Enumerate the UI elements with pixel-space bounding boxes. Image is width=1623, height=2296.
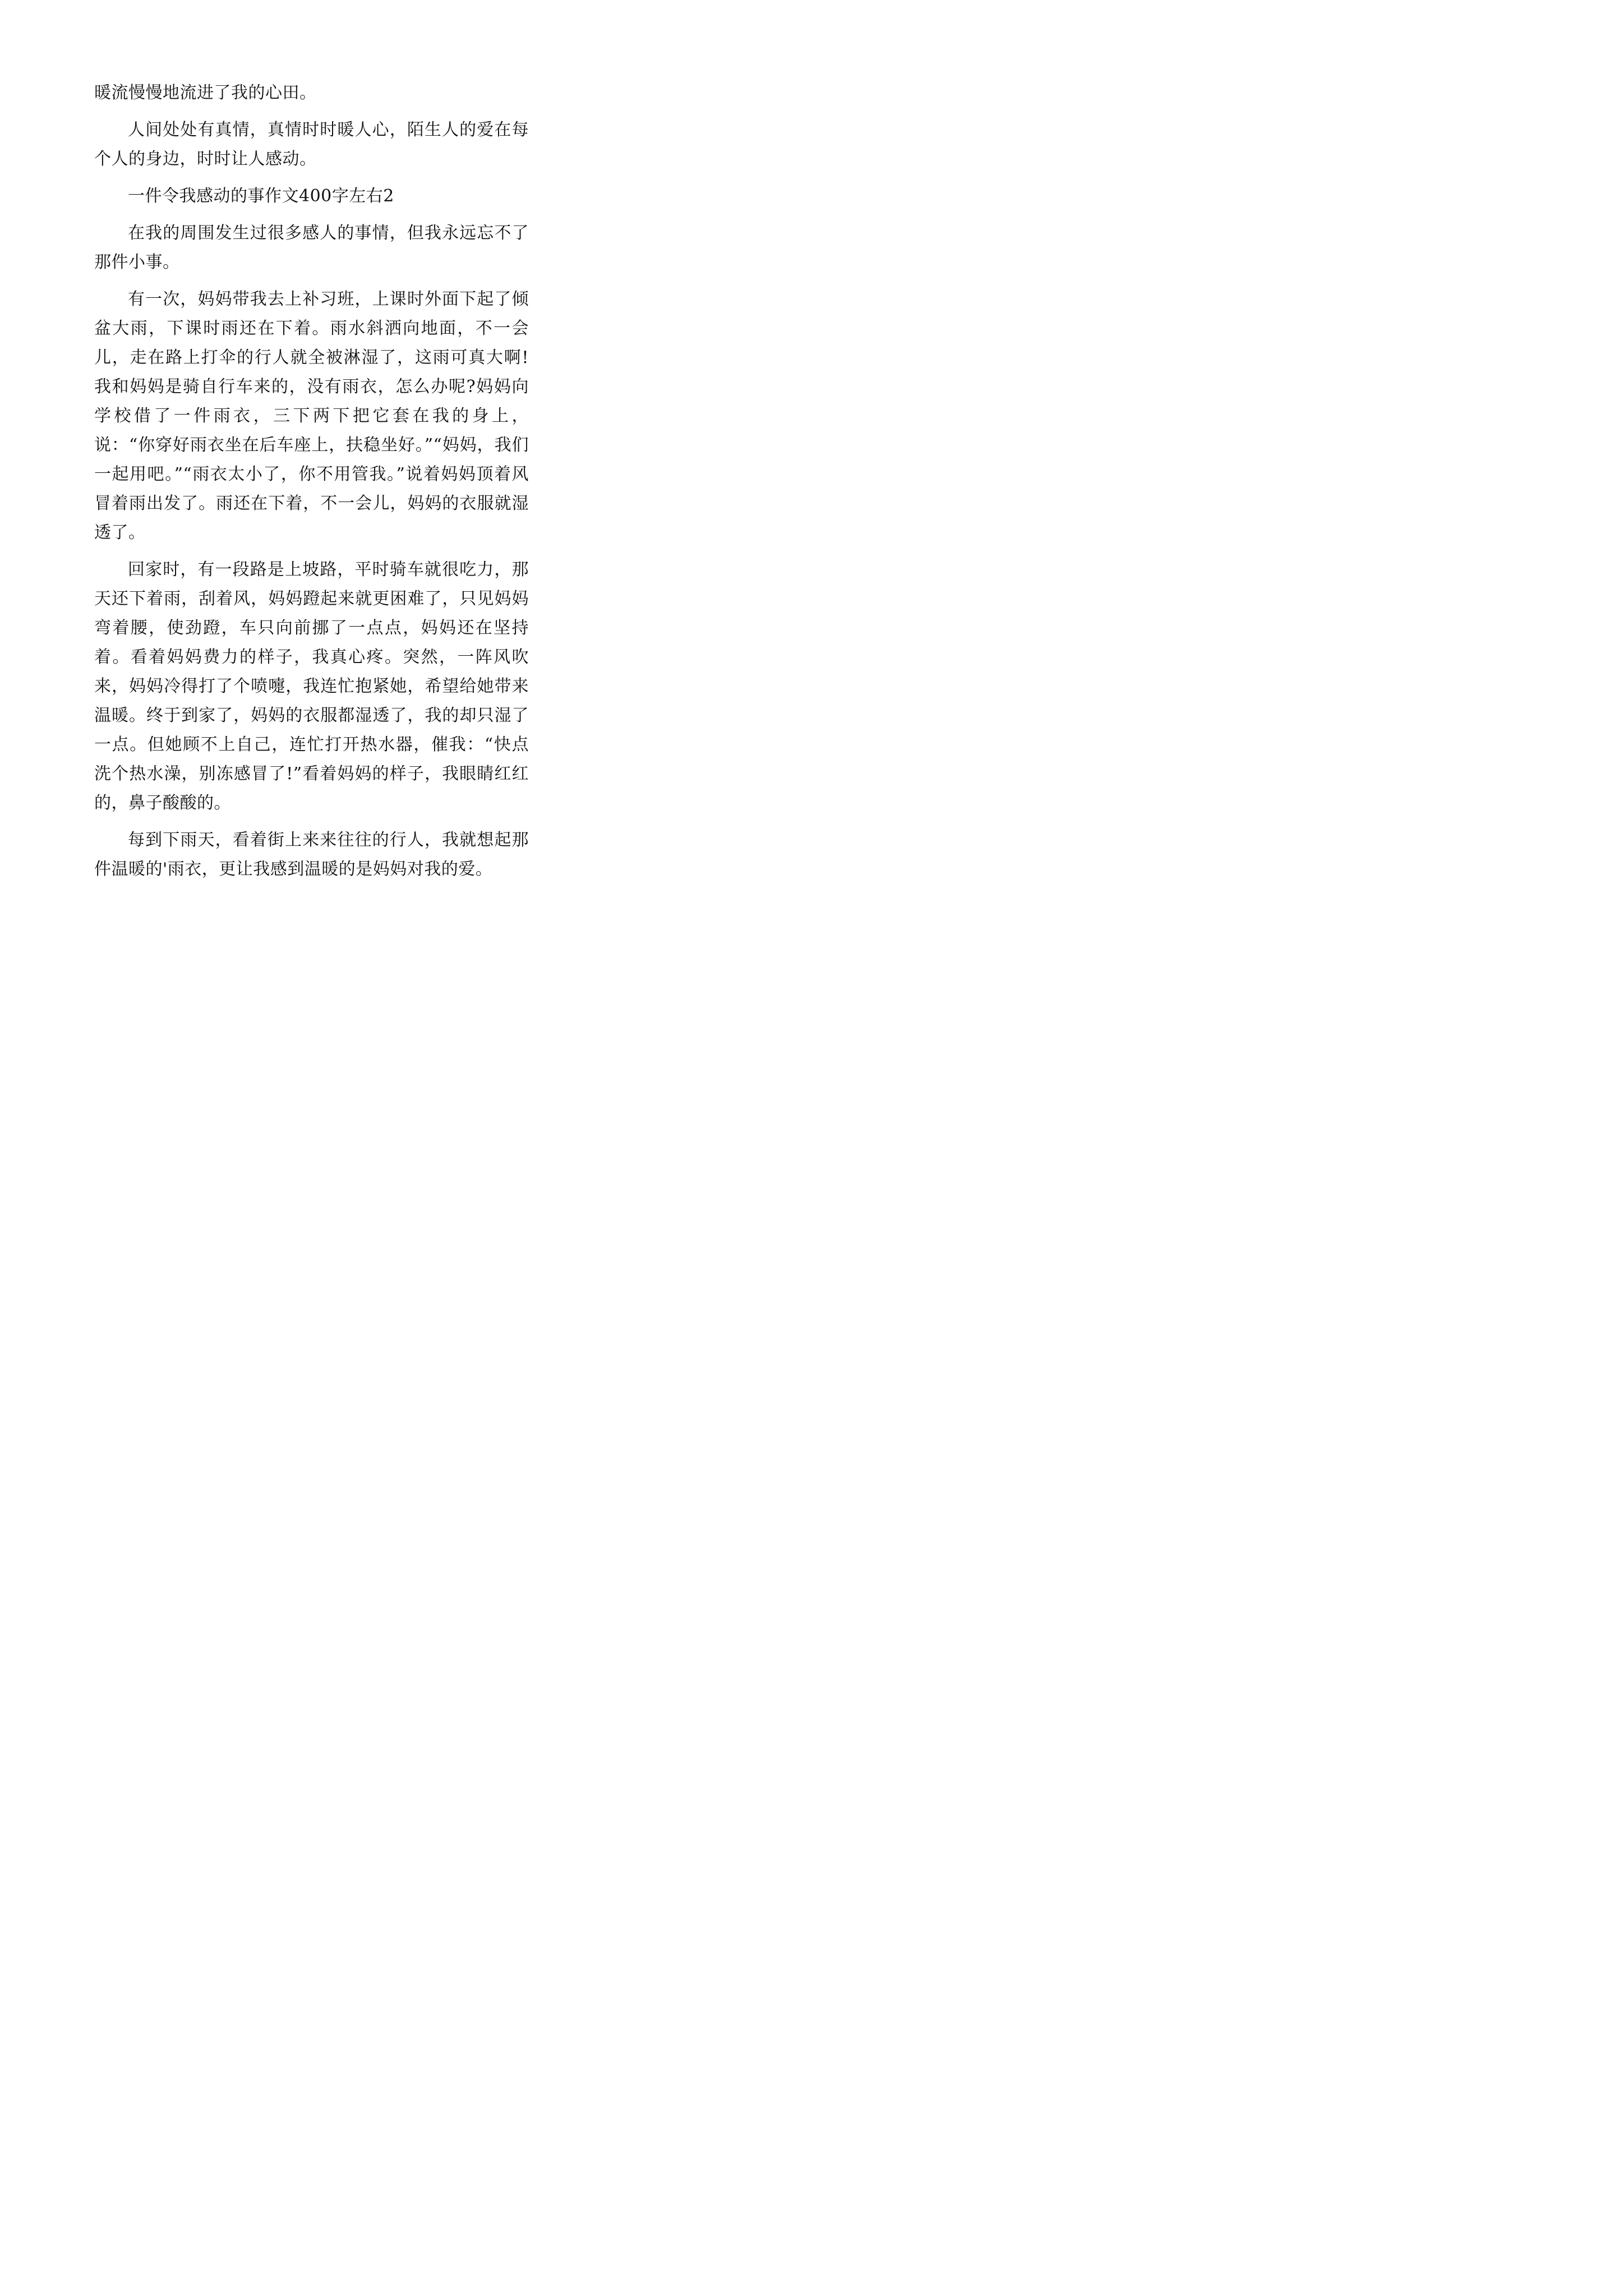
paragraph-conclusion: 每到下雨天，看着街上来来往往的行人，我就想起那件温暖的'雨衣，更让我感到温暖的是妈妈对我的爱。	[94, 830, 529, 879]
essay-title: 一件令我感动的事作文400字左右2	[128, 186, 394, 206]
paragraph-rain-story: 有一次，妈妈带我去上补习班，上课时外面下起了倾盆大雨，下课时雨还在下着。雨水斜洒向地面，不一会儿，走在路上打伞的行人就全被淋湿了，这雨可真大啊!我和妈妈是骑自行车来的，没有雨衣，怎么办呢?妈妈向学校借了一件雨衣，三下两下把它套在我的身上，说：“你穿好雨衣坐在后车座上，扶稳坐好。”“妈妈，我们一起用吧。”“雨衣太小了，你不用管我。”说着妈妈顶着风冒着雨出发了。雨还在下着，不一会儿，妈妈的衣服就湿透了。	[94, 289, 529, 542]
document-body	[94, 79, 529, 892]
paragraph-intro: 在我的周围发生过很多感人的事情，但我永远忘不了那件小事。	[94, 223, 529, 272]
paragraph-ride-home: 回家时，有一段路是上坡路，平时骑车就很吃力，那天还下着雨，刮着风，妈妈蹬起来就更困难了，只见妈妈弯着腰，使劲蹬，车只向前挪了一点点，妈妈还在坚持着。看着妈妈费力的样子，我真心疼。突然，一阵风吹来，妈妈冷得打了个喷嚏，我连忙抱紧她，希望给她带来温暖。终于到家了，妈妈的衣服都湿透了，我的却只湿了一点。但她顾不上自己，连忙打开热水器，催我：“快点洗个热水澡，别冻感冒了!”看着妈妈的样子，我眼睛红红的，鼻子酸酸的。	[94, 560, 529, 813]
paragraph-summary: 人间处处有真情，真情时时暖人心，陌生人的爱在每个人的身边，时时让人感动。	[94, 120, 529, 169]
document-page	[0, 0, 620, 877]
paragraph-continuation: 暖流慢慢地流进了我的心田。	[94, 83, 317, 103]
